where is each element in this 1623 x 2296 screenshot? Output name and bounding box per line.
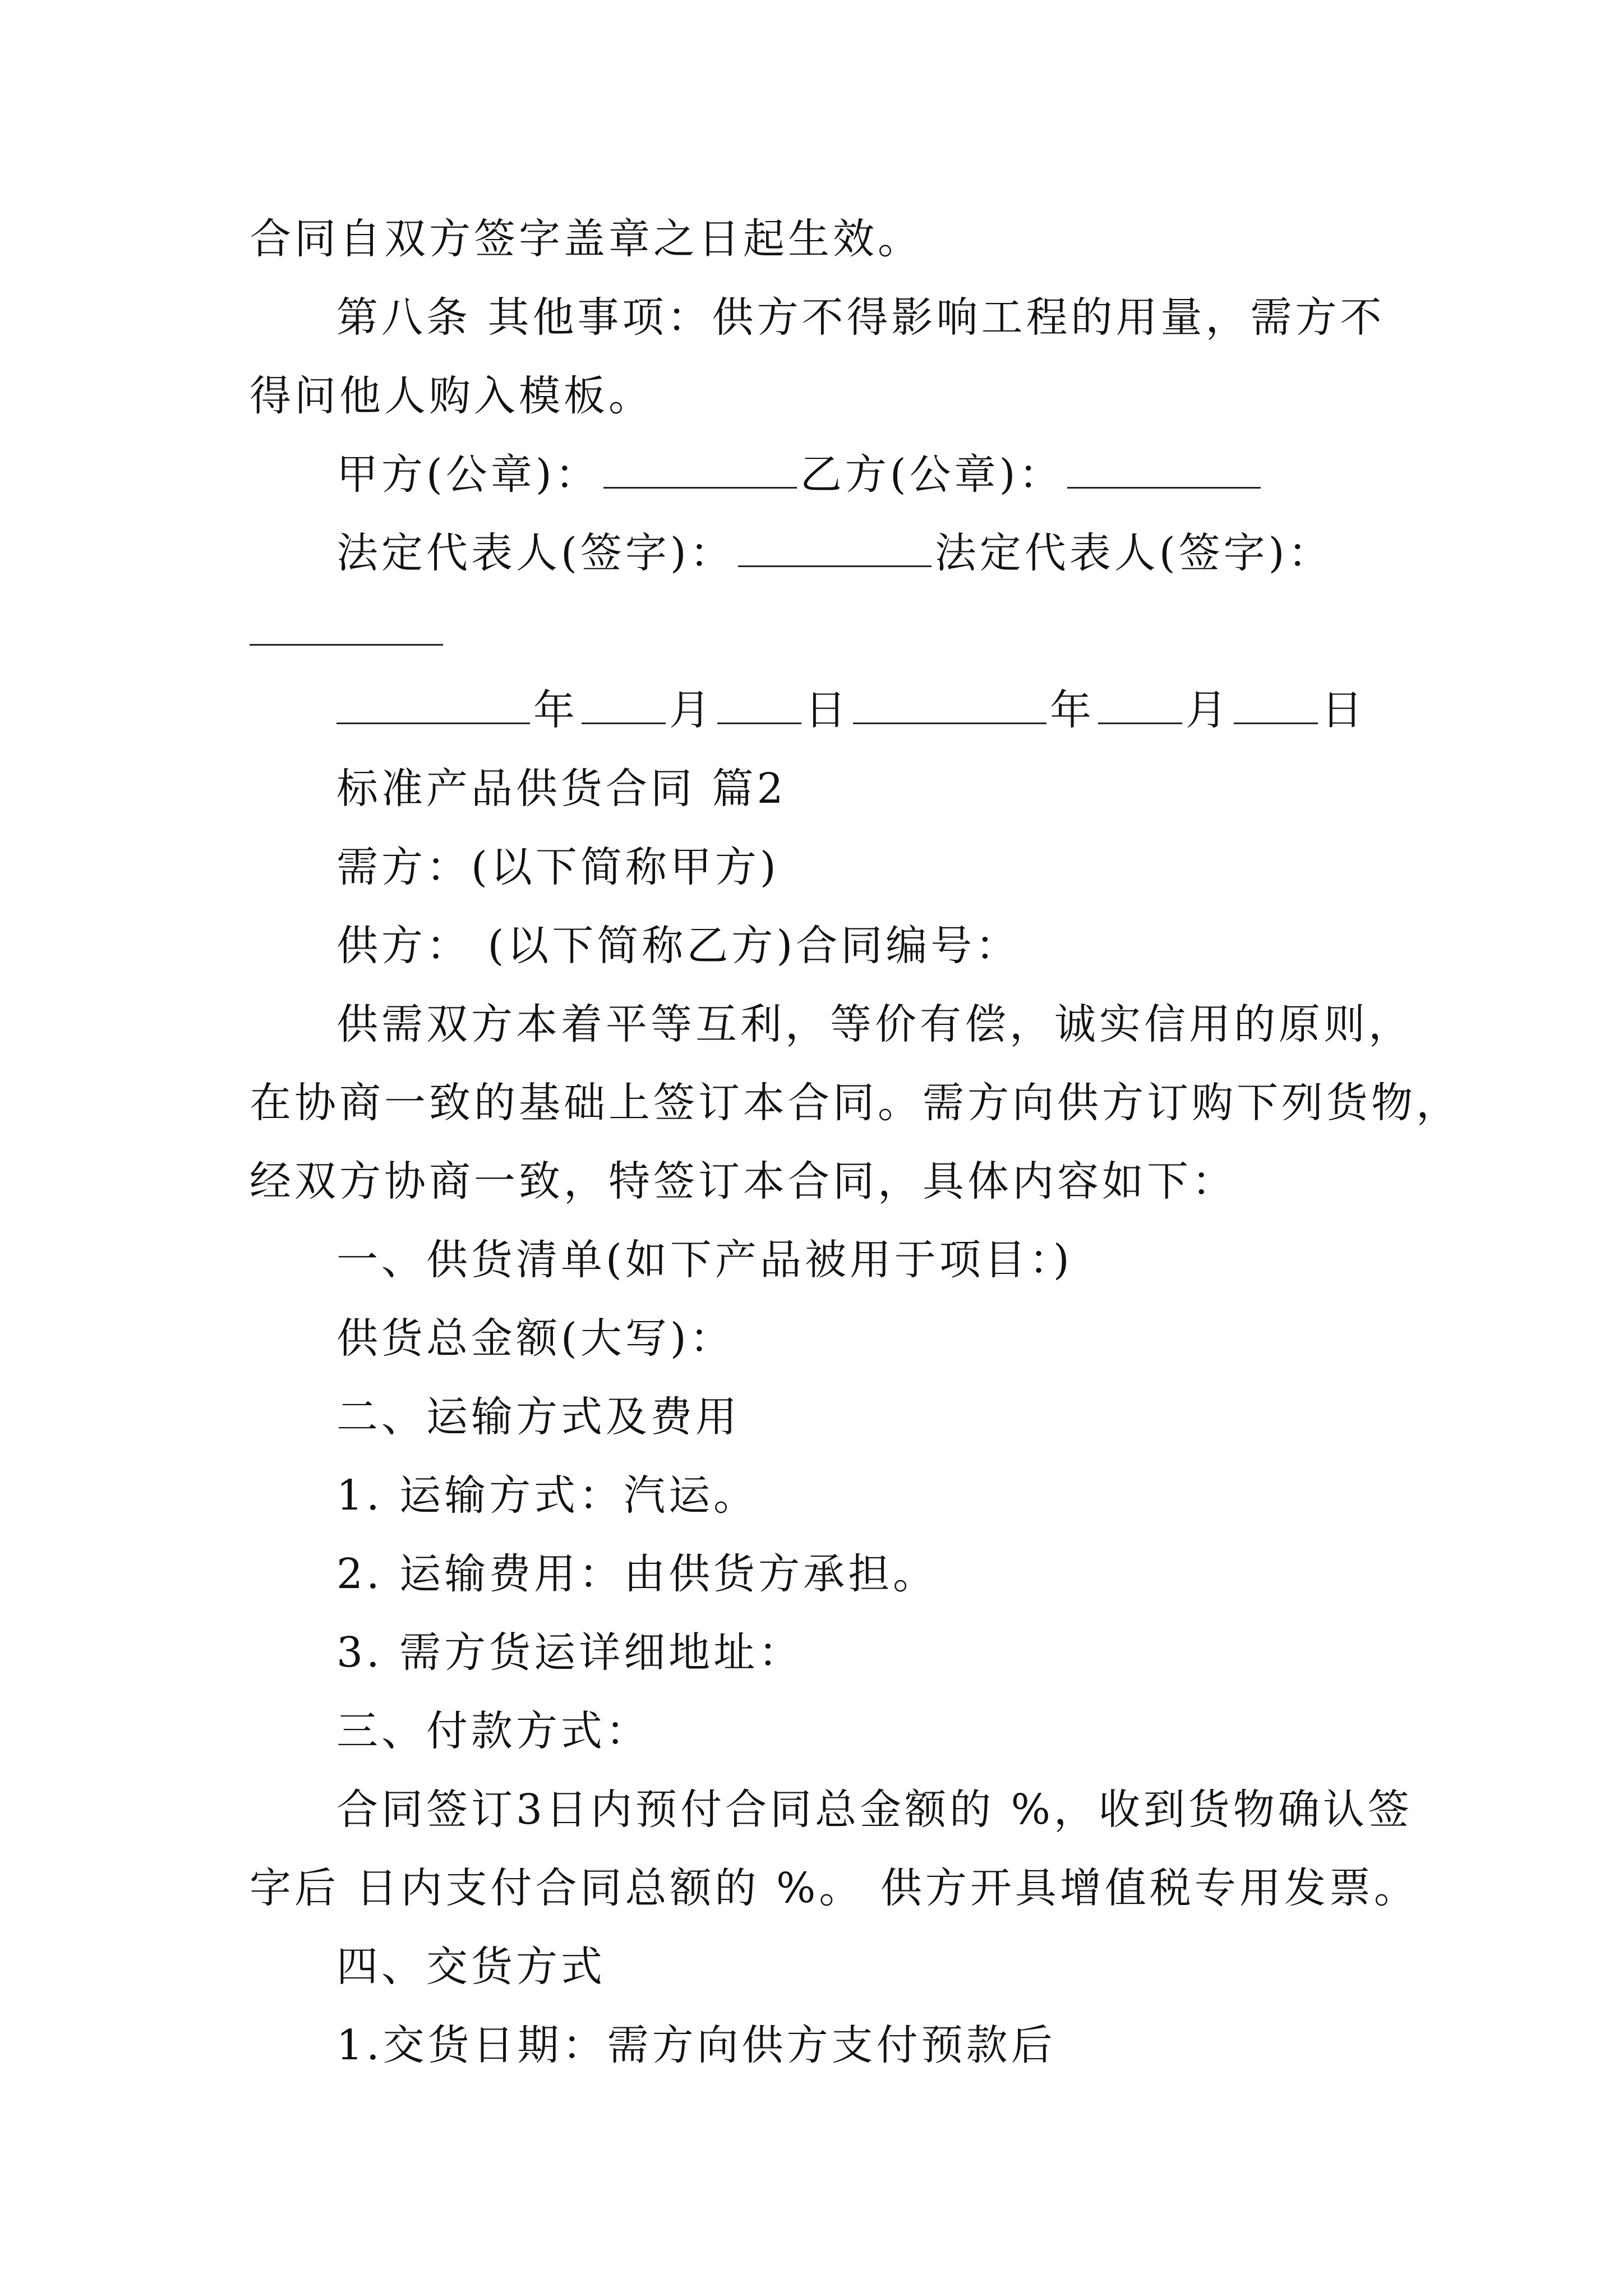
intro-paragraph-line2: 在协商一致的基础上签订本合同。需方向供方订购下列货物， (250, 1079, 1461, 1127)
month-b-label: 月 (1186, 686, 1230, 734)
rep-b-blank-line (250, 605, 446, 659)
rep-b-label: 法定代表人(签字)： (934, 529, 1333, 577)
year-b-label: 年 (1050, 686, 1095, 734)
month-a-label: 月 (669, 686, 714, 734)
paragraph-effective-clause: 合同自双方签字盖章之日起生效。 (250, 215, 923, 263)
day-b-blank (1234, 688, 1318, 724)
date-line (336, 683, 1366, 737)
month-b-blank (1098, 688, 1182, 724)
paragraph-article-8-line2: 得问他人购入模板。 (250, 372, 653, 420)
rep-a-label: 法定代表人(签字)： (336, 529, 735, 577)
section-1-total: 供货总金额(大写)： (336, 1314, 735, 1363)
section-title-contract-2: 标准产品供货合同 篇2 (336, 765, 787, 813)
section-2-heading: 二、运输方式及费用 (336, 1393, 740, 1441)
rep-b-blank (250, 609, 443, 646)
buyer-line: 需方：(以下简称甲方) (336, 843, 780, 891)
section-2-item-3: 3. 需方货运详细地址： (336, 1628, 804, 1677)
paragraph-article-8-line1: 第八条 其他事项：供方不得影响工程的用量，需方不 (336, 293, 1385, 342)
year-a-blank (336, 688, 530, 724)
year-b-blank (853, 688, 1046, 724)
day-a-blank (717, 688, 801, 724)
signature-rep-line (336, 526, 1333, 580)
signature-seal-line (336, 448, 1264, 501)
intro-paragraph-line3: 经双方协商一致，特签订本合同，具体内容如下： (250, 1157, 1237, 1205)
section-1-heading: 一、供货清单(如下产品被用于项目：) (336, 1236, 1073, 1284)
section-3-paragraph-line2: 字后 日内支付合同总额的 %。 供方开具增值税专用发票。 (250, 1864, 1419, 1912)
party-a-seal-label: 甲方(公章)： (336, 450, 600, 499)
month-a-blank (582, 688, 666, 724)
section-2-item-1: 1. 运输方式：汽运。 (336, 1471, 759, 1520)
section-3-paragraph-line1: 合同签订3日内预付合同总金额的 %，收到货物确认签 (336, 1786, 1413, 1834)
section-4-item-1: 1.交货日期：需方向供方支付预款后 (336, 2021, 1056, 2069)
supplier-line: 供方： (以下简称乙方)合同编号： (336, 922, 1021, 970)
section-2-item-2: 2. 运输费用：由供货方承担。 (336, 1550, 938, 1598)
party-b-seal-blank (1067, 452, 1261, 489)
day-a-label: 日 (805, 686, 850, 734)
day-b-label: 日 (1321, 686, 1366, 734)
year-a-label: 年 (533, 686, 578, 734)
party-a-seal-blank (603, 452, 797, 489)
party-b-seal-label: 乙方(公章)： (800, 450, 1064, 499)
section-4-heading: 四、交货方式 (336, 1943, 606, 1991)
rep-a-blank (738, 531, 932, 567)
section-3-heading: 三、付款方式： (336, 1707, 651, 1755)
intro-paragraph-line1: 供需双方本着平等互利，等价有偿，诚实信用的原则， (336, 1000, 1413, 1048)
